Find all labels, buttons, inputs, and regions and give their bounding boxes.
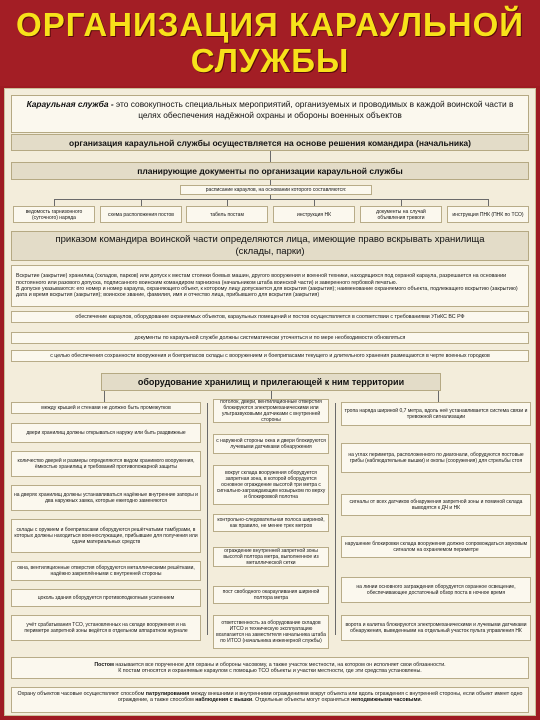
planning-item-4: инструкция НК (273, 206, 355, 223)
equip-left-2: двери хранилищ должны открываться наружу или быть раздвижные (11, 423, 201, 443)
order-para1: Вскрытие (закрытие) хранилищ (складов, парков) или допуск к местам стоянки боевых машин, другого вооружения и военной техники, находящихся под охраной караула, разрешается на основании постоянного или разового допуска, подписанного воинским командиром гарнизона (начальником штаба воинской части) и заверенного гербовой печатью. (16, 273, 507, 286)
order-para2: В допуске указываются: его номер и номер караула, охраняющего объект, к которому лицу допускается для вскрытия (закрытия); наименование охраняемого объекта, подлежащего вскрытию (закрытию) дата и время вскрытия (закрытия); воинское звание, фамилия, имя и отчество лица, прибывшего для вскрытия (закрытия) (16, 286, 518, 299)
equip-right-3: сигналы от всех датчиков обнаружения запретной зоны и поминой склада выводятся к ДЧ и НК (341, 494, 531, 516)
equip-center-5: ограждение внутренней запретной зоны высотой полтора метра, выполненное из металлической сетки (213, 547, 329, 567)
equip-center-4: контрольно-следовательная полоса шириной, как правило, не менее трех метров (213, 514, 329, 532)
equip-right-2: на углах периметра, расположенного по диагонали, оборудуются постовые грибы (наблюдательные вышки) и окопы (сооружения) для стрельбы стоя (341, 443, 531, 473)
equip-center-2: с наружной стороны окна и двери блокируются лучевыми датчиками обнаружения (213, 434, 329, 454)
equip-right-5: на линии основного заграждения оборудуется охранное освещение, обеспечивающее достаточный обзор поста в ночное время (341, 577, 531, 603)
equip-center-7: ответственность за оборудование складов ИТСО и техническую эксплуатацию возлагается на заместителя начальника штаба по ИТСО (начальника инженерной службы) (213, 615, 329, 649)
equip-right-6: ворота и калитка блокируются электромеханическими и лучевыми датчиками обнаружения, выведенными на отдельный участок пульта управления НК (341, 615, 531, 641)
equip-left-1: между крышей и стенами не должно быть промежутков (11, 402, 201, 414)
equip-left-3: количество дверей и размеры определяются видом хранимого вооружения, ёмкостью хранилищ и требований противопожарной защиты (11, 451, 201, 477)
order-line2: документы по караульной службе должны систематически уточняться и по мере необходимости обновляться (11, 332, 529, 344)
planning-root (180, 185, 372, 195)
planning-root-text: расписание караулов, на основании которого составляются: (205, 187, 347, 193)
equipment-title (101, 373, 441, 391)
post-term: Постом (94, 661, 114, 668)
equip-left-7: цоколь здания оборудуется противоподкопным усилением (11, 589, 201, 607)
order-details (11, 265, 529, 307)
equip-left-8: учёт срабатывания ТСО, установленных на складе вооружения и на периметре запретной зоны ведётся в отдельном аппаратном журнале (11, 615, 201, 641)
definition-term: Караульная служба - (26, 99, 114, 109)
post-text2: К постам относятся и охраняемые караулом с помощью ТСО объекты и участки местности, где эти средства установлены. (118, 668, 422, 674)
equip-center-3: вокруг склада вооружения оборудуется запретная зона, в которой оборудуется основное ограждение высотой три метра с сигнально-заграждающим козырьком по верху и блокировкой полотна (213, 465, 329, 505)
equip-left-6: окна, вентиляционные отверстия оборудуются металлическими решётками, надёжно закреплёнными с внутренней стороны (11, 561, 201, 581)
equip-left-4: на дверях хранилищ должны устанавливаться надёжные внутренние запоры и два наружных замка, которые ежегодно заменяются (11, 485, 201, 511)
post-text: называется все порученное для охраны и обороны часовому, а также участок местности, на котором он исполняет свои обязанности. (113, 661, 446, 668)
post-definition (11, 657, 529, 679)
equipment-title-text: оборудование хранилищ и прилегающей к ним территории (137, 377, 405, 387)
planning-item-5: документы на случай объявления тревоги (360, 206, 442, 223)
guard-methods: Охрану объектов часовые осуществляют способом патрулирования между внешними и внутренними ограждениями вокруг объекта или вдоль ограждения с внутренней стороны, если объект имеет одно ограждение, а также способом наблюдения с вышки. Отдельные объекты могут охраняться неподвижными часовыми. (11, 687, 529, 713)
planning-item-1: ведомость гарнизонного (суточного) наряда (13, 206, 95, 223)
order-band-line1: приказом командира воинской части определяются лица, имеющие право вскрывать хранилища (55, 234, 485, 245)
definition-box (11, 95, 529, 133)
order-band (11, 231, 529, 261)
planning-item-6: инструкция ПНК (ПНК по ТСО) (447, 206, 529, 223)
order-line3: с целью обеспечения сохранности вооружения и боеприпасов склады с вооружением и боеприпасами текущего и длительного хранения размещаются в черте военных городков (11, 350, 529, 362)
poster-title-line2: СЛУЖБЫ (190, 42, 350, 79)
guard-term-static: неподвижными часовыми (350, 697, 421, 704)
equip-center-6: пост свободного окарауливания шириной полтора метра (213, 586, 329, 604)
planning-title-text: планирующие документы по организации караульной службы (137, 166, 403, 176)
guard-term-patrol: патрулирования (145, 691, 190, 697)
planning-item-2: схема расположения постов (100, 206, 182, 223)
planning-item-3: табель постам (186, 206, 268, 223)
equip-center-1: потолок, двери, вентиляционные отверстия блокируются электромеханическими или ультразвуковыми датчиками с внутренней стороны (213, 399, 329, 423)
guard-term-tower: наблюдения с вышки (195, 697, 253, 704)
equip-left-5: склады с оружием и боеприпасами оборудуются решётчатыми тамбурами, в которых должны находиться военнослужащие, прибывшие для получения или сдачи материальных средств (11, 519, 201, 553)
poster-header (0, 0, 540, 86)
equip-right-4: нарушение блокировки склада вооружения должно сопровождаться звуковым сигналом на охраняемом периметре (341, 536, 531, 558)
equip-right-1: тропа наряда шириной 0,7 метра, вдоль неё устанавливается система связи и тревожной сигнализации (341, 402, 531, 426)
poster-title-line1: ОРГАНИЗАЦИЯ КАРАУЛЬНОЙ (16, 6, 524, 43)
basis-band (11, 134, 529, 151)
order-line1: обеспечение караулов, оборудование охраняемых объектов, караульных помещений и постов осуществляется в соответствии с требованиями УГиКС ВС РФ (11, 311, 529, 323)
content-panel (4, 88, 536, 716)
basis-band-text: организация караульной службы осуществляется на основе решения командира (начальника) (69, 137, 471, 148)
order-band-line2: (склады, парки) (235, 246, 305, 257)
definition-text: это совокупность специальных мероприятий, организуемых и проводимых в каждой воинской части в целях обеспечения надёжной охраны и обороны военных объектов (113, 99, 514, 120)
planning-title (11, 162, 529, 180)
